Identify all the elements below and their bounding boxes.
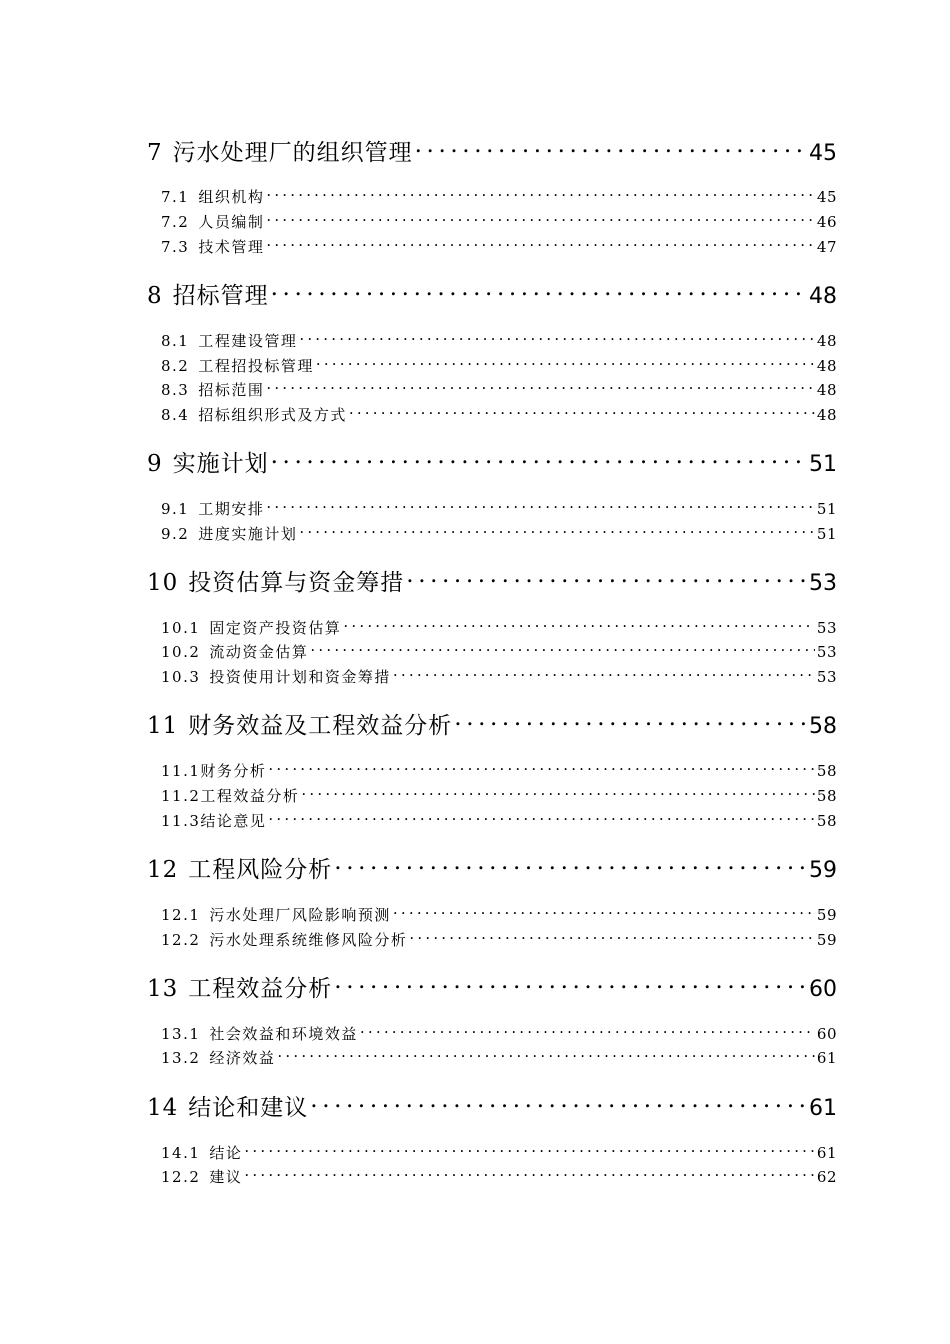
toc-number: 8.3 [161,381,190,399]
toc-entry-section[interactable] [161,498,837,520]
toc-entry-section[interactable] [161,1142,837,1164]
toc-title: 进度实施计划 [198,525,298,543]
toc-dot-leader [393,667,815,682]
toc-title: 流动资金估算 [209,643,309,661]
toc-entry-section[interactable] [161,330,837,352]
toc-page-number: 61 [816,1049,837,1067]
toc-entry-chapter[interactable] [147,854,837,884]
toc-entry-section[interactable] [161,1023,837,1045]
toc-dot-leader [299,524,815,539]
toc-number: 12.2 [161,931,201,949]
toc-dot-leader [415,137,807,160]
toc-dot-leader [301,786,814,801]
toc-title: 技术管理 [198,238,265,256]
toc-entry-section[interactable] [161,810,837,832]
toc-number: 8.4 [161,406,190,424]
toc-page-number: 48 [809,284,837,309]
toc-title: 招标管理 [172,283,269,309]
toc-page-number: 59 [809,858,837,883]
toc-dot-leader [334,854,807,877]
toc-entry-chapter[interactable] [147,280,837,310]
toc-page-number: 58 [816,762,837,780]
toc-entry-section[interactable] [161,523,837,545]
toc-dot-leader [266,237,815,252]
toc-dot-leader [349,405,815,420]
toc-page-number: 59 [816,906,837,924]
toc-page-number: 47 [816,238,837,256]
toc-number: 12 [147,857,179,883]
toc-number: 7.1 [161,188,190,206]
toc-dot-leader [268,761,814,776]
toc-dot-leader [393,905,815,920]
toc-dot-leader [406,567,807,590]
toc-title: 实施计划 [172,451,269,477]
toc-page-number: 46 [816,213,837,231]
toc-title: 结论和建议 [188,1095,309,1121]
toc-dot-leader [266,212,815,227]
toc-page-number: 58 [816,787,837,805]
toc-dot-leader [310,642,814,657]
toc-entry-section[interactable] [161,355,837,377]
toc-page-number: 48 [816,357,837,375]
toc-dot-leader [266,380,815,395]
toc-entry-section[interactable] [161,641,837,663]
toc-entry-section[interactable] [161,186,837,208]
toc-entry-section[interactable] [161,666,837,688]
toc-entry-chapter[interactable] [147,448,837,478]
toc-title: 招标范围 [198,381,265,399]
toc-number: 9.1 [161,500,190,518]
toc-dot-leader [244,1167,814,1182]
toc-entry-section[interactable] [161,1047,837,1069]
toc-entry-section[interactable] [161,379,837,401]
toc-number: 8.2 [161,357,190,375]
toc-title: 社会效益和环境效益 [209,1025,358,1043]
toc-dot-leader [409,930,814,945]
toc-number: 8 [147,283,163,309]
toc-dot-leader [271,280,807,303]
toc-title: 招标组织形式及方式 [198,406,347,424]
toc-page-number: 45 [816,188,837,206]
toc-entry-section[interactable] [161,929,837,951]
toc-dot-leader [310,1092,807,1115]
toc-number: 12.1 [161,906,201,924]
toc-number: 9 [147,451,163,477]
toc-title: 污水处理厂的组织管理 [172,140,413,166]
toc-entry-chapter[interactable] [147,137,837,167]
toc-title: 建议 [209,1168,243,1186]
toc-page-number: 60 [809,977,837,1002]
toc-number: 11.1 [161,762,201,780]
toc-page-number: 48 [816,381,837,399]
toc-page-number: 58 [816,812,837,830]
toc-entry-section[interactable] [161,1166,837,1188]
toc-page-number: 53 [816,668,837,686]
toc-dot-leader [244,1143,814,1158]
toc-title: 工程招投标管理 [198,357,314,375]
toc-page-number: 51 [816,500,837,518]
toc-dot-leader [277,1048,814,1063]
toc-page-number: 59 [816,931,837,949]
toc-title: 结论意见 [200,812,267,830]
toc-title: 工程效益分析 [188,976,333,1002]
toc-page-number: 62 [816,1168,837,1186]
toc-page-number: 53 [816,619,837,637]
toc-dot-leader [266,499,815,514]
toc-dot-leader [360,1024,815,1039]
toc-dot-leader [334,973,807,996]
toc-title: 组织机构 [198,188,265,206]
toc-dot-leader [271,448,807,471]
toc-title: 投资估算与资金筹措 [188,570,405,596]
toc-number: 14 [147,1095,179,1121]
toc-title: 投资使用计划和资金筹措 [209,668,391,686]
toc-number: 7 [147,140,163,166]
toc-title: 工程建设管理 [198,332,298,350]
toc-number: 7.3 [161,238,190,256]
toc-number: 11 [147,713,179,739]
toc-title: 污水处理系统维修风险分析 [209,931,408,949]
toc-entry-section[interactable] [161,404,837,426]
toc-page-number: 53 [816,643,837,661]
toc-title: 结论 [209,1144,243,1162]
toc-number: 10.1 [161,619,201,637]
toc-number: 10.2 [161,643,201,661]
toc-page-number: 61 [809,1096,837,1121]
toc-number: 8.1 [161,332,190,350]
toc-number: 7.2 [161,213,190,231]
toc-number: 10.3 [161,668,201,686]
toc-number: 12.2 [161,1168,201,1186]
toc-number: 14.1 [161,1144,201,1162]
toc-page-number: 60 [816,1025,837,1043]
toc-entry-section[interactable] [161,617,837,639]
toc-dot-leader [343,618,814,633]
toc-title: 人员编制 [198,213,265,231]
toc-page-number: 53 [809,571,837,596]
toc-entry-section[interactable] [161,904,837,926]
toc-page-number: 58 [809,714,837,739]
toc-title: 污水处理厂风险影响预测 [209,906,391,924]
toc-entry-chapter[interactable] [147,1092,837,1122]
toc-title: 经济效益 [209,1049,276,1067]
toc-number: 11.2 [161,787,201,805]
toc-title: 工程效益分析 [200,787,300,805]
toc-page-number: 48 [816,332,837,350]
toc-dot-leader [299,331,815,346]
toc-dot-leader [266,187,815,202]
toc-page-number: 48 [816,406,837,424]
toc-title: 财务分析 [200,762,267,780]
toc-page-number: 51 [816,525,837,543]
toc-number: 13.1 [161,1025,201,1043]
toc-entry-section[interactable] [161,760,837,782]
toc-dot-leader [454,710,807,733]
toc-entry-section[interactable] [161,236,837,258]
toc-dot-leader [268,811,814,826]
toc-entry-section[interactable] [161,785,837,807]
toc-title: 工程风险分析 [188,857,333,883]
toc-number: 11.3 [161,812,201,830]
toc-entry-section[interactable] [161,211,837,233]
toc-number: 10 [147,570,179,596]
toc-page-number: 61 [816,1144,837,1162]
toc-number: 13.2 [161,1049,201,1067]
toc-entry-chapter[interactable] [147,973,837,1003]
toc-title: 工期安排 [198,500,265,518]
toc-page-number: 45 [809,141,837,166]
toc-number: 13 [147,976,179,1002]
toc-entry-chapter[interactable] [147,567,837,597]
toc-number: 9.2 [161,525,190,543]
toc-title: 财务效益及工程效益分析 [188,713,453,739]
toc-title: 固定资产投资估算 [209,619,342,637]
toc-entry-chapter[interactable] [147,710,837,740]
toc-dot-leader [316,356,815,371]
toc-page-number: 51 [809,452,837,477]
